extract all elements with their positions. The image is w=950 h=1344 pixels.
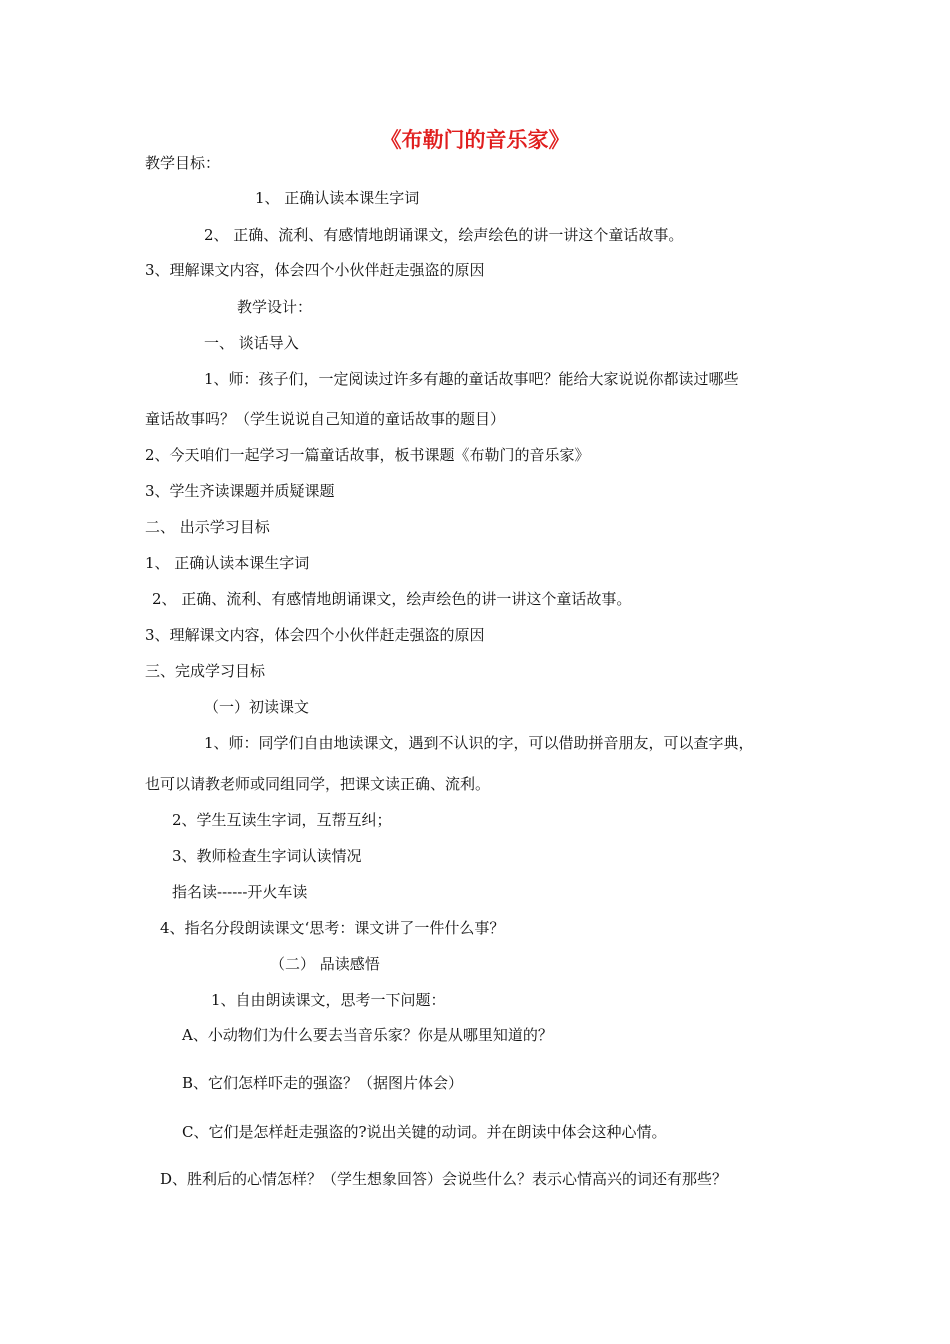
paragraph-line: 1、师：孩子们，一定阅读过许多有趣的童话故事吧？能给大家说说你都读过哪些 bbox=[204, 370, 739, 388]
sub-heading-1: （一）初读课文 bbox=[204, 698, 310, 716]
section-heading-objectives: 教学目标： bbox=[145, 154, 221, 172]
paragraph-line: 1、自由朗读课文，思考一下问题： bbox=[211, 991, 446, 1009]
section-heading-design: 教学设计： bbox=[237, 298, 313, 316]
paragraph-line: 3、教师检查生字词认读情况 bbox=[172, 847, 362, 865]
step-heading-1: 一、 谈话导入 bbox=[204, 334, 299, 352]
paragraph-line: 2、今天咱们一起学习一篇童话故事，板书课题《布勒门的音乐家》 bbox=[145, 446, 590, 464]
goal-item-3: 3、理解课文内容，体会四个小伙伴赶走强盗的原因 bbox=[145, 626, 485, 644]
goal-item-1: 1、 正确认读本课生字词 bbox=[145, 554, 310, 572]
objective-item-3: 3、理解课文内容，体会四个小伙伴赶走强盗的原因 bbox=[145, 261, 485, 279]
sub-heading-2: （二） 品读感悟 bbox=[270, 955, 380, 973]
paragraph-line: 2、学生互读生字词，互帮互纠； bbox=[172, 811, 392, 829]
paragraph-line: 3、学生齐读课题并质疑课题 bbox=[145, 482, 335, 500]
goal-item-2: 2、 正确、流利、有感情地朗诵课文，绘声绘色的讲一讲这个童话故事。 bbox=[152, 590, 632, 608]
objective-item-1: 1、 正确认读本课生字词 bbox=[255, 189, 420, 207]
paragraph-line: 4、指名分段朗读课文‘思考：课文讲了一件什么事？ bbox=[160, 919, 505, 937]
question-b: B、它们怎样吓走的强盗？（据图片体会） bbox=[182, 1074, 464, 1092]
question-a: A、小动物们为什么要去当音乐家？你是从哪里知道的？ bbox=[182, 1026, 553, 1044]
question-c: C、它们是怎样赶走强盗的?说出关键的动词。并在朗读中体会这种心情。 bbox=[182, 1123, 667, 1141]
paragraph-line: 指名读------开火车读 bbox=[172, 883, 308, 901]
paragraph-line: 童话故事吗？（学生说说自己知道的童话故事的题目） bbox=[145, 410, 506, 428]
paragraph-line: 也可以请教老师或同组同学，把课文读正确、流利。 bbox=[145, 775, 491, 793]
objective-item-2: 2、 正确、流利、有感情地朗诵课文，绘声绘色的讲一讲这个童话故事。 bbox=[204, 226, 684, 244]
step-heading-3: 三、完成学习目标 bbox=[145, 662, 266, 680]
question-d: D、胜利后的心情怎样？（学生想象回答）会说些什么？表示心情高兴的词还有那些？ bbox=[160, 1170, 728, 1188]
paragraph-line: 1、师：同学们自由地读课文，遇到不认识的字，可以借助拼音朋友，可以查字典， bbox=[204, 734, 754, 752]
document-title: 《布勒门的音乐家》 bbox=[380, 128, 570, 152]
step-heading-2: 二、 出示学习目标 bbox=[145, 518, 270, 536]
